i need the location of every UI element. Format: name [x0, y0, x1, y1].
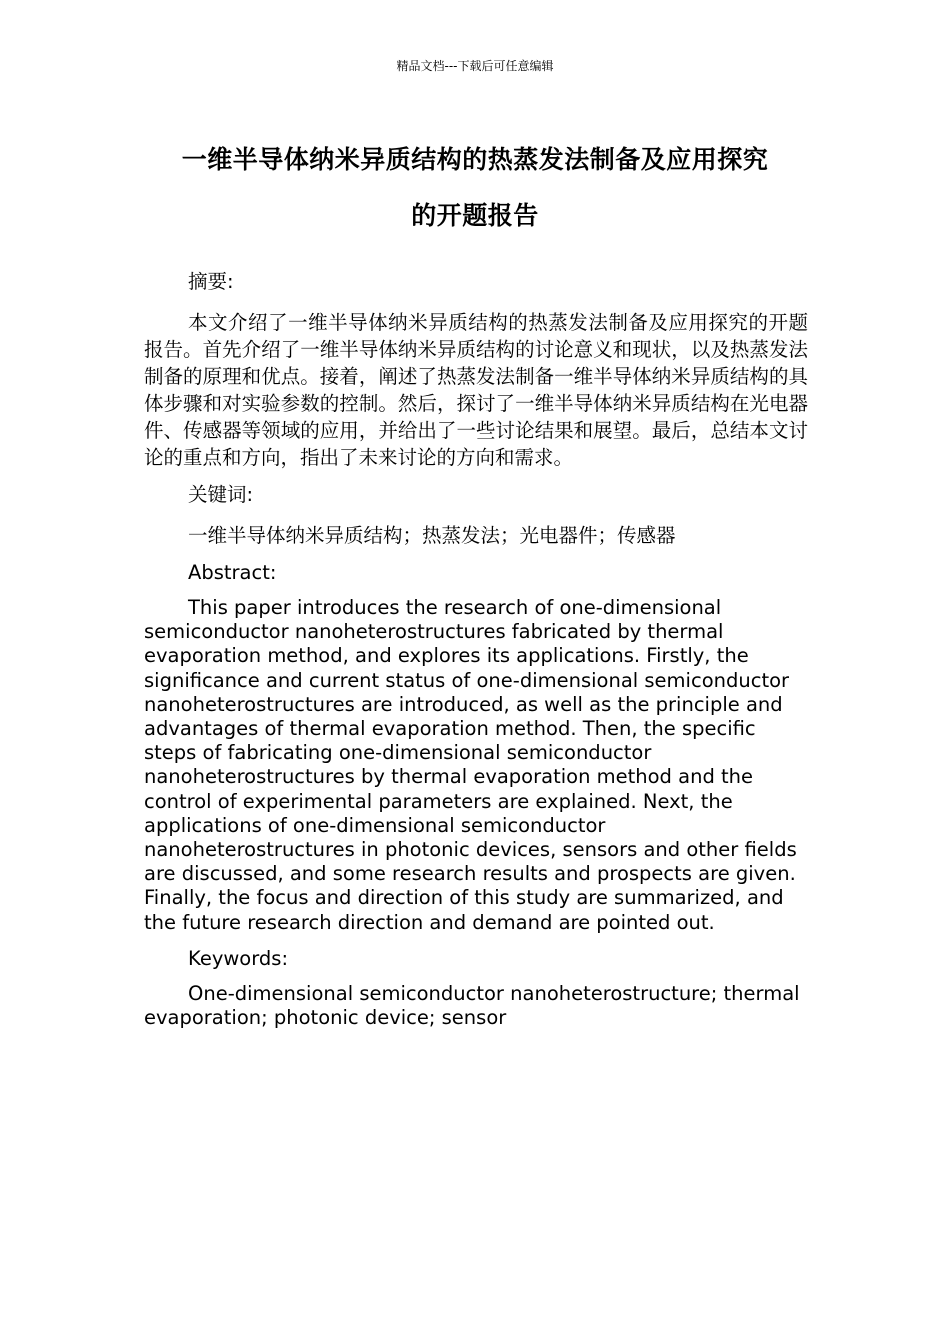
document-title [130, 132, 820, 244]
abstract-cn-label: 摘要: [188, 270, 234, 293]
keywords-cn-text: 一维半导体纳米异质结构；热蒸发法；光电器件；传感器 [188, 524, 676, 547]
keywords-en-label: Keywords: [188, 946, 289, 970]
title-line-2: 的开题报告 [411, 201, 539, 230]
keywords-cn-label: 关键词: [188, 483, 254, 506]
header-note: 精品文档---下载后可任意编辑 [396, 59, 554, 73]
abstract-en-label: Abstract: [188, 561, 277, 584]
keywords-en-text: One-dimensional semiconductor nanoheterostructure; thermal evaporation; photonic device; sensor [144, 981, 800, 1030]
title-line-1: 一维半导体纳米异质结构的热蒸发法制备及应用探究 [181, 145, 769, 174]
document-body [144, 268, 808, 1030]
abstract-en-text: This paper introduces the research of one-dimensional semiconductor nanoheterostructures fabricated by thermal evaporation method, and explores its applications. Firstly, the significance and current status of one-dimensional semiconductor nanoheterostructures are introduced, as well as the principle and advantages of thermal evaporation method. Then, the specific steps of fabricating one-dimensional semiconductor nanoheterostructures by thermal evaporation method and the control of experimental parameters are explained. Next, the applications of one-dimensional semiconductor nanoheterostructures in photonic devices, sensors and other fields are discussed, and some research results and prospects are given. Finally, the focus and direction of this study are summarized, and the future research direction and demand are pointed out. [144, 596, 797, 934]
abstract-cn-text: 本文介绍了一维半导体纳米异质结构的热蒸发法制备及应用探究的开题报告。首先介绍了一维半导体纳米异质结构的讨论意义和现状，以及热蒸发法制备的原理和优点。接着，阐述了热蒸发法制备一维半导体纳米异质结构的具体步骤和对实验参数的控制。然后，探讨了一维半导体纳米异质结构在光电器件、传感器等领域的应用，并给出了一些讨论结果和展望。最后，总结本文讨论的重点和方向，指出了未来讨论的方向和需求。 [144, 311, 808, 469]
